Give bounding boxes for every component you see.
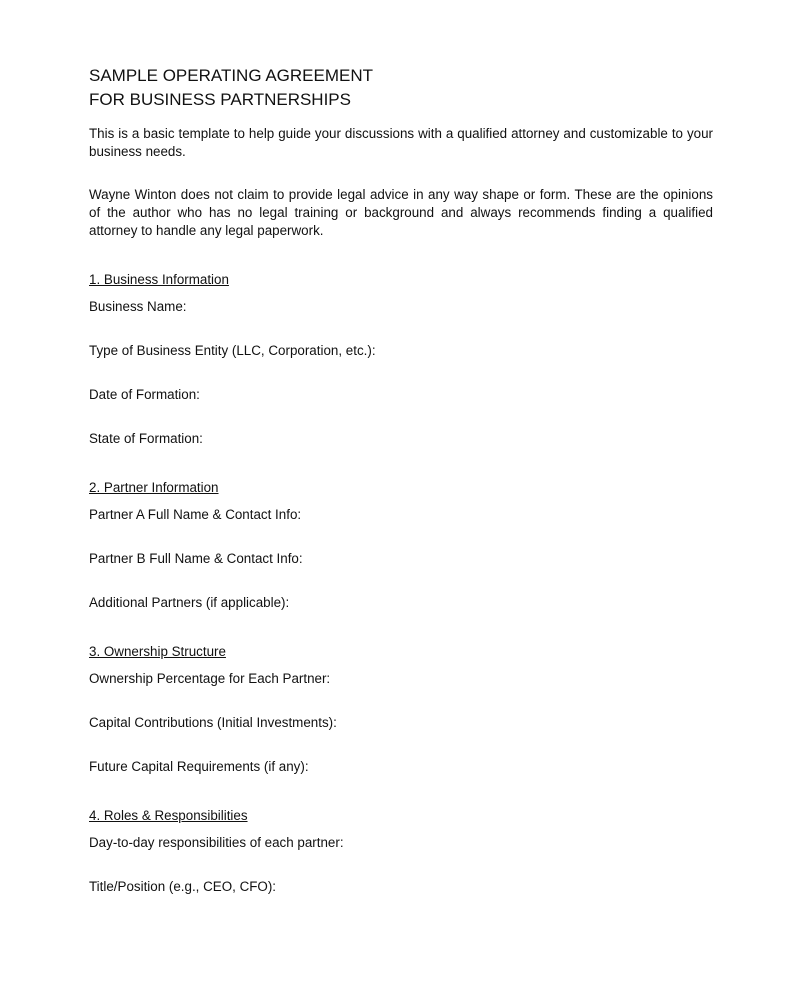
section-heading: 1. Business Information bbox=[89, 272, 229, 287]
field-partner-b: Partner B Full Name & Contact Info: bbox=[89, 551, 303, 566]
document-title bbox=[89, 64, 713, 112]
field-capital-contributions: Capital Contributions (Initial Investments): bbox=[89, 715, 337, 730]
field-title-position: Title/Position (e.g., CEO, CFO): bbox=[89, 879, 277, 894]
document-page bbox=[89, 64, 713, 896]
field-future-capital: Future Capital Requirements (if any): bbox=[89, 759, 309, 774]
field-state-of-formation: State of Formation: bbox=[89, 431, 203, 446]
field-additional-partners: Additional Partners (if applicable): bbox=[89, 595, 290, 610]
title-line-2: FOR BUSINESS PARTNERSHIPS bbox=[89, 90, 351, 109]
section-heading: 2. Partner Information bbox=[89, 480, 219, 495]
section-roles-responsibilities bbox=[89, 807, 713, 896]
field-day-to-day-responsibilities: Day-to-day responsibilities of each partner: bbox=[89, 835, 344, 850]
disclaimer-paragraph: Wayne Winton does not claim to provide legal advice in any way shape or form. These are the opinions of the author who has no legal training or background and always recommends finding a qualified attorney to handle any legal paperwork. bbox=[89, 187, 713, 238]
field-date-of-formation: Date of Formation: bbox=[89, 387, 200, 402]
title-line-1: SAMPLE OPERATING AGREEMENT bbox=[89, 66, 374, 85]
intro-paragraph: This is a basic template to help guide your discussions with a qualified attorney and customizable to your business needs. bbox=[89, 126, 713, 159]
section-ownership-structure bbox=[89, 643, 713, 776]
field-partner-a: Partner A Full Name & Contact Info: bbox=[89, 507, 302, 522]
field-ownership-percentage: Ownership Percentage for Each Partner: bbox=[89, 671, 331, 686]
section-heading: 4. Roles & Responsibilities bbox=[89, 808, 248, 823]
field-business-entity-type: Type of Business Entity (LLC, Corporation, etc.): bbox=[89, 343, 376, 358]
field-business-name: Business Name: bbox=[89, 299, 187, 314]
section-partner-information bbox=[89, 479, 713, 612]
section-heading: 3. Ownership Structure bbox=[89, 644, 226, 659]
section-business-information bbox=[89, 271, 713, 448]
